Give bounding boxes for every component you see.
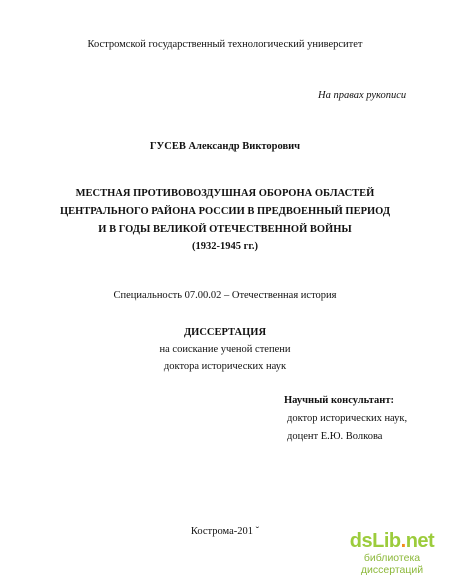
- university-line: Костромской государственный технологический университет: [87, 39, 363, 50]
- consultant-heading: Научный консультант:: [284, 395, 394, 406]
- title-years: (1932-1945 гг.): [191, 241, 259, 252]
- place-year: Кострома-201 ˇ: [190, 526, 260, 537]
- title-line-2: ЦЕНТРАЛЬНОГО РАЙОНА РОССИИ В ПРЕДВОЕННЫЙ ПЕРИОД: [59, 206, 391, 217]
- title-line-1: МЕСТНАЯ ПРОТИВОВОЗДУШНАЯ ОБОРОНА ОБЛАСТЕЙ: [75, 188, 375, 199]
- specialty-line: Специальность 07.00.02 – Отечественная история: [113, 290, 337, 301]
- dslib-watermark: [344, 530, 440, 576]
- dslib-logo: dsLib.net: [349, 530, 435, 552]
- doc-type: ДИССЕРТАЦИЯ: [183, 327, 267, 338]
- degree-line-2: доктора исторических наук: [163, 361, 287, 372]
- manuscript-note: На правах рукописи: [318, 90, 407, 101]
- consultant-name: доцент Е.Ю. Волкова: [287, 431, 383, 442]
- degree-line-1: на соискание ученой степени: [159, 344, 291, 355]
- dslib-subtitle: библиотека диссертаций: [360, 552, 424, 576]
- title-line-3: И В ГОДЫ ВЕЛИКОЙ ОТЕЧЕСТВЕННОЙ ВОЙНЫ: [98, 224, 352, 235]
- author-name: ГУСЕВ Александр Викторович: [149, 141, 301, 152]
- consultant-degree: доктор исторических наук,: [287, 413, 408, 424]
